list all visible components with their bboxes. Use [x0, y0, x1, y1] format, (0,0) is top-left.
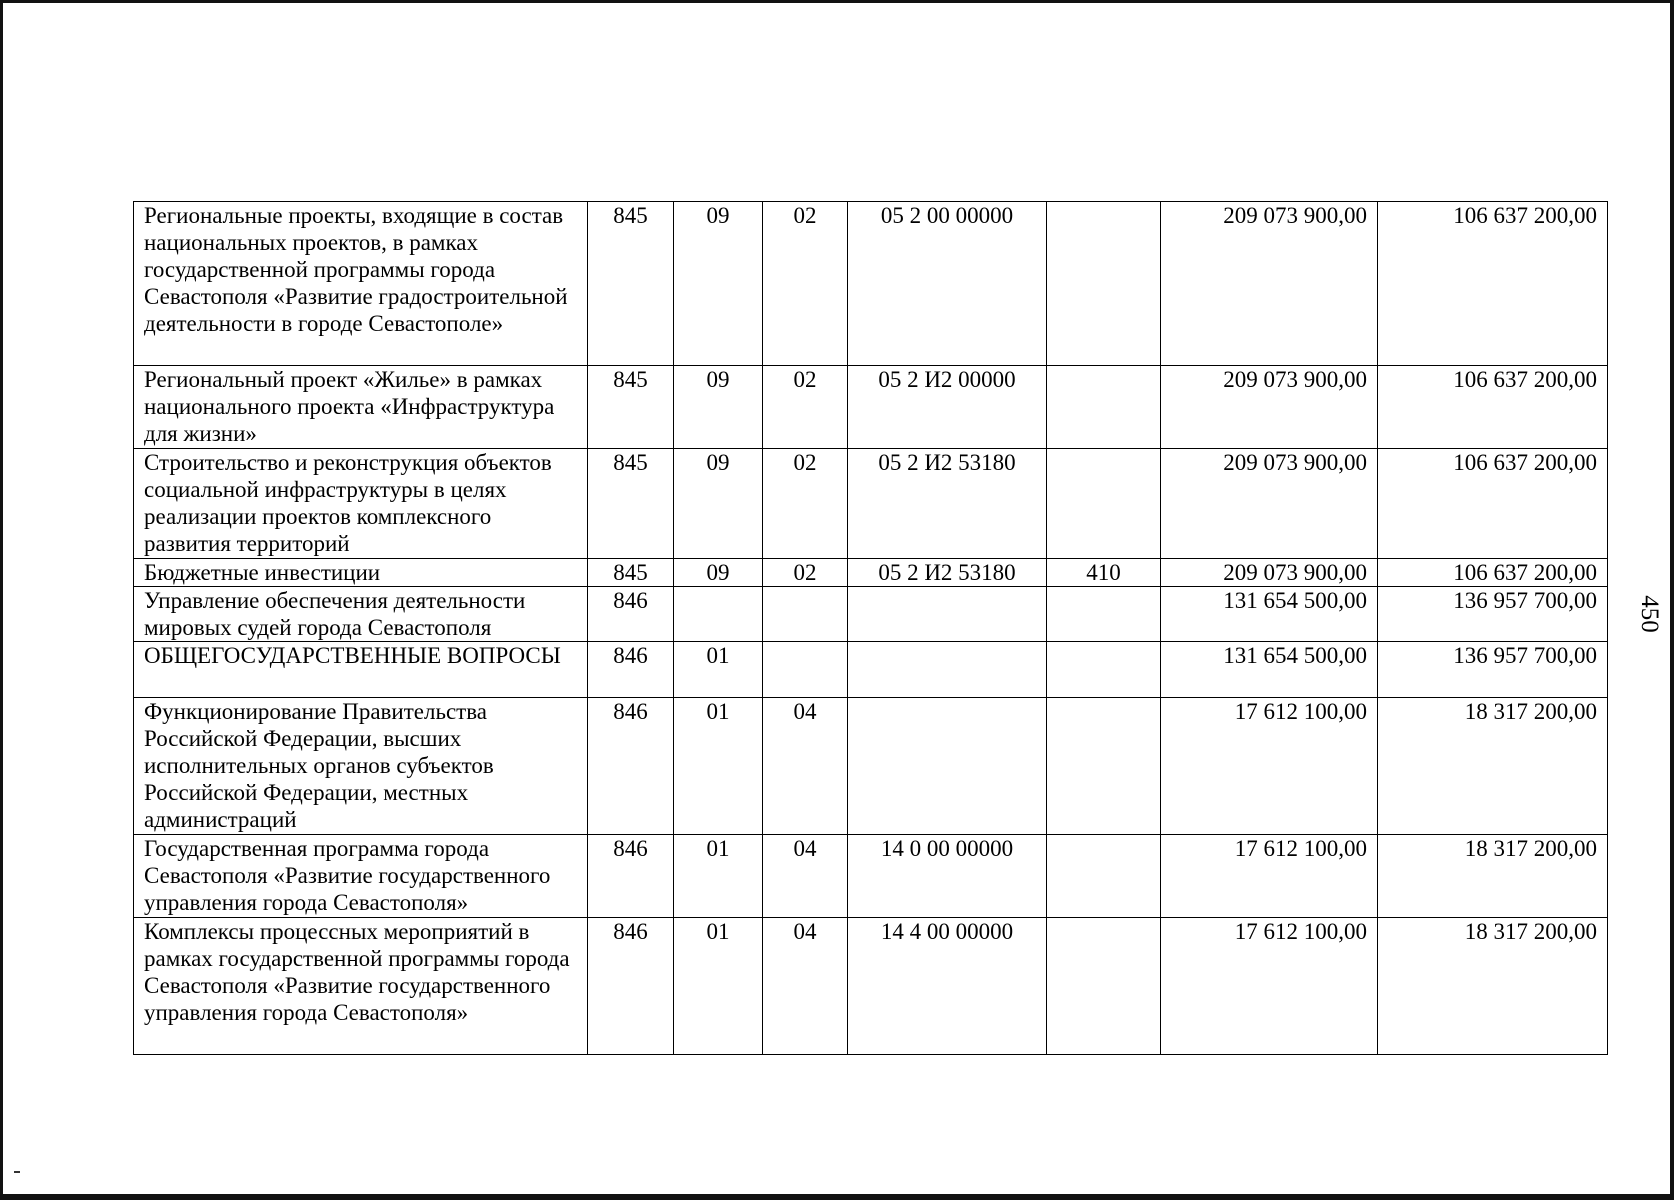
row-amount-2: 18 317 200,00	[1378, 698, 1608, 835]
row-expense-type	[1047, 918, 1161, 1055]
row-section: 01	[674, 835, 763, 918]
row-subsection: 04	[763, 835, 848, 918]
row-name: Строительство и реконструкция объектов социальной инфраструктуры в целях реализации проектов комплексного развития территорий	[134, 449, 588, 559]
row-target-article: 05 2 00 00000	[848, 202, 1047, 366]
row-section: 01	[674, 642, 763, 698]
row-expense-type	[1047, 202, 1161, 366]
row-target-article: 05 2 И2 00000	[848, 366, 1047, 449]
row-name: Комплексы процессных мероприятий в рамках государственной программы города Севастополя «Развитие государственного управления города Севастополя»	[134, 918, 588, 1055]
row-expense-type	[1047, 642, 1161, 698]
table-row	[134, 835, 1608, 918]
row-name: Функционирование Правительства Российской Федерации, высших исполнительных органов субъектов Российской Федерации, местных администраций	[134, 698, 588, 835]
row-grbs: 846	[588, 835, 674, 918]
page-border-top	[0, 0, 1674, 3]
row-amount-2: 18 317 200,00	[1378, 835, 1608, 918]
table-row	[134, 366, 1608, 449]
row-subsection	[763, 642, 848, 698]
row-grbs: 846	[588, 918, 674, 1055]
row-target-article: 05 2 И2 53180	[848, 559, 1047, 587]
row-amount-1: 209 073 900,00	[1161, 449, 1378, 559]
row-subsection: 02	[763, 449, 848, 559]
row-section: 09	[674, 366, 763, 449]
row-section: 01	[674, 918, 763, 1055]
row-target-article: 14 0 00 00000	[848, 835, 1047, 918]
page-border-left	[0, 0, 3, 1200]
row-amount-2: 136 957 700,00	[1378, 587, 1608, 642]
row-amount-2: 106 637 200,00	[1378, 449, 1608, 559]
row-amount-2: 18 317 200,00	[1378, 918, 1608, 1055]
row-expense-type	[1047, 449, 1161, 559]
row-name: Государственная программа города Севастополя «Развитие государственного управления города Севастополя»	[134, 835, 588, 918]
row-subsection: 04	[763, 698, 848, 835]
row-name: Управление обеспечения деятельности мировых судей города Севастополя	[134, 587, 588, 642]
scan-mark	[14, 1171, 20, 1173]
row-amount-1: 209 073 900,00	[1161, 366, 1378, 449]
row-amount-1: 209 073 900,00	[1161, 559, 1378, 587]
row-expense-type	[1047, 587, 1161, 642]
row-amount-1: 209 073 900,00	[1161, 202, 1378, 366]
row-amount-1: 131 654 500,00	[1161, 587, 1378, 642]
table-row	[134, 642, 1608, 698]
row-grbs: 845	[588, 202, 674, 366]
row-expense-type	[1047, 698, 1161, 835]
row-grbs: 846	[588, 587, 674, 642]
row-subsection: 04	[763, 918, 848, 1055]
row-target-article	[848, 642, 1047, 698]
row-amount-1: 17 612 100,00	[1161, 918, 1378, 1055]
row-grbs: 845	[588, 559, 674, 587]
row-subsection: 02	[763, 202, 848, 366]
row-grbs: 845	[588, 449, 674, 559]
row-amount-2: 106 637 200,00	[1378, 202, 1608, 366]
row-amount-1: 131 654 500,00	[1161, 642, 1378, 698]
row-target-article	[848, 587, 1047, 642]
row-name: Бюджетные инвестиции	[134, 559, 588, 587]
row-name: Региональные проекты, входящие в состав национальных проектов, в рамках государственной программы города Севастополя «Развитие градостроительной деятельности в городе Севастополе»	[134, 202, 588, 366]
page-border-bottom	[0, 1194, 1674, 1200]
table-row	[134, 918, 1608, 1055]
row-subsection	[763, 587, 848, 642]
row-expense-type	[1047, 835, 1161, 918]
row-target-article: 05 2 И2 53180	[848, 449, 1047, 559]
row-section: 09	[674, 202, 763, 366]
row-section	[674, 587, 763, 642]
table-row	[134, 559, 1608, 587]
table-row	[134, 449, 1608, 559]
page-number: 450	[1635, 595, 1663, 633]
row-section: 09	[674, 559, 763, 587]
page-border-right	[1670, 0, 1674, 1200]
row-target-article	[848, 698, 1047, 835]
row-section: 01	[674, 698, 763, 835]
row-amount-2: 106 637 200,00	[1378, 559, 1608, 587]
row-name: Региональный проект «Жилье» в рамках национального проекта «Инфраструктура для жизни»	[134, 366, 588, 449]
row-name: ОБЩЕГОСУДАРСТВЕННЫЕ ВОПРОСЫ	[134, 642, 588, 698]
row-expense-type: 410	[1047, 559, 1161, 587]
table-row	[134, 698, 1608, 835]
row-subsection: 02	[763, 366, 848, 449]
row-expense-type	[1047, 366, 1161, 449]
row-amount-1: 17 612 100,00	[1161, 698, 1378, 835]
table-row	[134, 202, 1608, 366]
table-row	[134, 587, 1608, 642]
row-subsection: 02	[763, 559, 848, 587]
row-target-article: 14 4 00 00000	[848, 918, 1047, 1055]
row-amount-2: 106 637 200,00	[1378, 366, 1608, 449]
row-grbs: 846	[588, 642, 674, 698]
row-grbs: 845	[588, 366, 674, 449]
row-amount-1: 17 612 100,00	[1161, 835, 1378, 918]
row-amount-2: 136 957 700,00	[1378, 642, 1608, 698]
budget-table	[133, 201, 1608, 1055]
row-section: 09	[674, 449, 763, 559]
row-grbs: 846	[588, 698, 674, 835]
